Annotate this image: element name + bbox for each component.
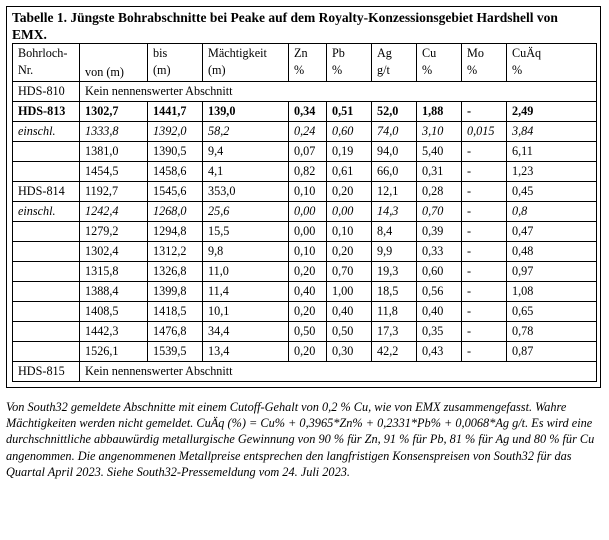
table-cell: 0,00 [327, 202, 372, 222]
table-row [13, 182, 597, 202]
column-header-line: % [332, 63, 343, 77]
column-header [13, 44, 80, 82]
table-cell: 58,2 [203, 122, 289, 142]
column-header-line: Cu [422, 46, 437, 60]
column-header-line: % [422, 63, 433, 77]
column-header-line: Pb [332, 46, 345, 60]
table-cell: 8,4 [372, 222, 417, 242]
table-row [13, 82, 597, 102]
table-cell: 1315,8 [80, 262, 148, 282]
table-cell: 17,3 [372, 322, 417, 342]
column-header-line: (m) [153, 63, 171, 77]
table-row [13, 342, 597, 362]
table-cell: 139,0 [203, 102, 289, 122]
table-cell: 5,40 [417, 142, 462, 162]
table-cell: - [462, 162, 507, 182]
table-cell: 11,4 [203, 282, 289, 302]
table-row [13, 302, 597, 322]
table-row [13, 102, 597, 122]
table-cell: 15,5 [203, 222, 289, 242]
table-cell: 1294,8 [148, 222, 203, 242]
table-cell: 0,56 [417, 282, 462, 302]
column-header [80, 44, 148, 82]
table-cell: 0,51 [327, 102, 372, 122]
table-cell: 0,20 [327, 242, 372, 262]
table-row [13, 322, 597, 342]
table-footnote: Von South32 gemeldete Abschnitte mit einem Cutoff-Gehalt von 0,2 % Cu, wie von EMX zusammengefasst. Wahre Mächtigkeiten werden nicht gemeldet. CuÄq (%) = Cu% + 0,3965*Zn% + 0,2331*Pb% + 0,0068*Ag g/t. Es wird eine durchschnittliche abbauwürdig metallurgische Gewinnung von 90 % für Zn, 91 % für Pb, 81 % für Ag und 80 % für Cu angenommen. Die angenommenen Metallpreise entsprechen den langfristigen Konsenspreisen von South32 für das Quartal April 2023. Siehe South32-Pressemeldung vom 24. Juli 2023. [6, 400, 595, 479]
hole-id-cell [13, 282, 80, 302]
table-cell: 1392,0 [148, 122, 203, 142]
table-cell: 0,87 [507, 342, 597, 362]
table-cell: 1,08 [507, 282, 597, 302]
column-header [417, 44, 462, 82]
table-frame [6, 6, 601, 388]
table-row [13, 142, 597, 162]
table-cell: 1539,5 [148, 342, 203, 362]
table-row [13, 222, 597, 242]
table-cell: 1390,5 [148, 142, 203, 162]
table-row [13, 122, 597, 142]
table-cell: 0,10 [289, 242, 327, 262]
column-header-line: CuÄq [512, 46, 542, 60]
table-cell: - [462, 142, 507, 162]
table-cell: 1,23 [507, 162, 597, 182]
table-cell: - [462, 302, 507, 322]
table-cell: 9,9 [372, 242, 417, 262]
table-cell: 0,07 [289, 142, 327, 162]
table-cell: 0,8 [507, 202, 597, 222]
hole-id-cell: HDS-815 [13, 362, 80, 382]
table-cell: 12,1 [372, 182, 417, 202]
table-caption: Tabelle 1. Jüngste Bohrabschnitte bei Peake auf dem Royalty-Konzessionsgebiet Hardshell von EMX. [12, 10, 558, 42]
table-cell: 1268,0 [148, 202, 203, 222]
table-row [13, 242, 597, 262]
table-cell: 4,1 [203, 162, 289, 182]
hole-id-cell [13, 302, 80, 322]
table-cell: 1302,7 [80, 102, 148, 122]
column-header-line: Zn [294, 46, 308, 60]
table-cell: 11,0 [203, 262, 289, 282]
table-cell: 1476,8 [148, 322, 203, 342]
table-cell: 0,40 [327, 302, 372, 322]
table-cell: 9,8 [203, 242, 289, 262]
table-cell: 10,1 [203, 302, 289, 322]
table-cell: 1442,3 [80, 322, 148, 342]
table-cell: 1381,0 [80, 142, 148, 162]
table-cell: 19,3 [372, 262, 417, 282]
table-cell: - [462, 342, 507, 362]
table-cell: 1,00 [327, 282, 372, 302]
table-cell: - [462, 182, 507, 202]
hole-id-cell [13, 342, 80, 362]
table-cell: 0,35 [417, 322, 462, 342]
column-header-line: Nr. [18, 63, 34, 77]
table-cell: 0,34 [289, 102, 327, 122]
table-cell: 0,60 [417, 262, 462, 282]
table-cell: 2,49 [507, 102, 597, 122]
table-cell: - [462, 242, 507, 262]
table-cell: 1418,5 [148, 302, 203, 322]
no-intercept-note: Kein nennenswerter Abschnitt [80, 82, 597, 102]
table-cell: 0,30 [327, 342, 372, 362]
table-cell: 0,61 [327, 162, 372, 182]
column-header-line [85, 47, 147, 64]
table-cell: 1545,6 [148, 182, 203, 202]
table-cell: 1312,2 [148, 242, 203, 262]
table-cell: 0,40 [289, 282, 327, 302]
column-header-line: bis [153, 46, 168, 60]
table-cell: 94,0 [372, 142, 417, 162]
table-cell: 25,6 [203, 202, 289, 222]
column-header [289, 44, 327, 82]
table-cell: 11,8 [372, 302, 417, 322]
table-cell: 3,84 [507, 122, 597, 142]
table-cell: 3,10 [417, 122, 462, 142]
table-cell: 0,31 [417, 162, 462, 182]
table-cell: 0,48 [507, 242, 597, 262]
column-header-line: g/t [377, 63, 390, 77]
table-cell: 1333,8 [80, 122, 148, 142]
hole-id-cell: HDS-814 [13, 182, 80, 202]
column-header [372, 44, 417, 82]
hole-id-cell [13, 322, 80, 342]
column-header-line: % [467, 63, 478, 77]
column-header [507, 44, 597, 82]
table-row [13, 162, 597, 182]
table-cell: 1399,8 [148, 282, 203, 302]
column-header [327, 44, 372, 82]
column-header-line: von (m) [85, 65, 124, 79]
table-row [13, 262, 597, 282]
hole-id-cell [13, 162, 80, 182]
table-cell: 1388,4 [80, 282, 148, 302]
table-cell: 0,20 [289, 342, 327, 362]
table-cell: 1526,1 [80, 342, 148, 362]
table-cell: 0,65 [507, 302, 597, 322]
table-cell: 0,50 [327, 322, 372, 342]
column-header [203, 44, 289, 82]
table-cell: 6,11 [507, 142, 597, 162]
table-cell: 1192,7 [80, 182, 148, 202]
table-cell: - [462, 222, 507, 242]
table-row [13, 282, 597, 302]
column-header [148, 44, 203, 82]
table-cell: 0,45 [507, 182, 597, 202]
table-cell: 0,33 [417, 242, 462, 262]
table-cell: 0,70 [417, 202, 462, 222]
table-cell: - [462, 262, 507, 282]
table-cell: 1,88 [417, 102, 462, 122]
column-header-line: Mo [467, 46, 484, 60]
table-row [13, 202, 597, 222]
column-header-line: % [512, 63, 523, 77]
table-cell: 0,10 [327, 222, 372, 242]
table-header-row [13, 44, 597, 82]
table-cell: 0,60 [327, 122, 372, 142]
column-header-line: (m) [208, 63, 226, 77]
table-cell: - [462, 282, 507, 302]
table-cell: - [462, 202, 507, 222]
hole-id-cell: HDS-810 [13, 82, 80, 102]
table-cell: 42,2 [372, 342, 417, 362]
hole-id-cell: HDS-813 [13, 102, 80, 122]
hole-id-cell: einschl. [13, 122, 80, 142]
table-cell: 14,3 [372, 202, 417, 222]
no-intercept-note: Kein nennenswerter Abschnitt [80, 362, 597, 382]
table-cell: 0,70 [327, 262, 372, 282]
table-cell: 0,20 [289, 262, 327, 282]
table-cell: 1454,5 [80, 162, 148, 182]
table-cell: 0,24 [289, 122, 327, 142]
table-cell: 353,0 [203, 182, 289, 202]
hole-id-cell: einschl. [13, 202, 80, 222]
column-header-line: Ag [377, 46, 392, 60]
table-cell: 18,5 [372, 282, 417, 302]
table-cell: 1441,7 [148, 102, 203, 122]
table-cell: 0,97 [507, 262, 597, 282]
table-cell: 1408,5 [80, 302, 148, 322]
table-cell: 0,78 [507, 322, 597, 342]
table-cell: 0,015 [462, 122, 507, 142]
table-cell: 0,20 [327, 182, 372, 202]
table-cell: 0,43 [417, 342, 462, 362]
column-header-line: % [294, 63, 305, 77]
hole-id-cell [13, 222, 80, 242]
column-header-line: Bohrloch- [18, 46, 68, 60]
table-cell: 1326,8 [148, 262, 203, 282]
table-cell: 34,4 [203, 322, 289, 342]
table-cell: 9,4 [203, 142, 289, 162]
column-header [462, 44, 507, 82]
table-cell: 0,20 [289, 302, 327, 322]
table-cell: 1279,2 [80, 222, 148, 242]
table-cell: 0,82 [289, 162, 327, 182]
table-cell: 66,0 [372, 162, 417, 182]
table-cell: 0,28 [417, 182, 462, 202]
table-cell: 0,39 [417, 222, 462, 242]
table-cell: 52,0 [372, 102, 417, 122]
hole-id-cell [13, 142, 80, 162]
table-cell: 1242,4 [80, 202, 148, 222]
table-cell: 0,40 [417, 302, 462, 322]
table-cell: 1458,6 [148, 162, 203, 182]
column-header-line: Mächtigkeit [208, 46, 267, 60]
table-cell: 13,4 [203, 342, 289, 362]
table-cell: 0,50 [289, 322, 327, 342]
table-cell: - [462, 322, 507, 342]
hole-id-cell [13, 242, 80, 262]
table-row [13, 362, 597, 382]
table-cell: 74,0 [372, 122, 417, 142]
table-cell: 0,47 [507, 222, 597, 242]
table-cell: 0,00 [289, 202, 327, 222]
table-cell: - [462, 102, 507, 122]
table-cell: 0,00 [289, 222, 327, 242]
table-cell: 0,19 [327, 142, 372, 162]
table-cell: 1302,4 [80, 242, 148, 262]
drill-results-table [12, 43, 597, 382]
table-cell: 0,10 [289, 182, 327, 202]
hole-id-cell [13, 262, 80, 282]
